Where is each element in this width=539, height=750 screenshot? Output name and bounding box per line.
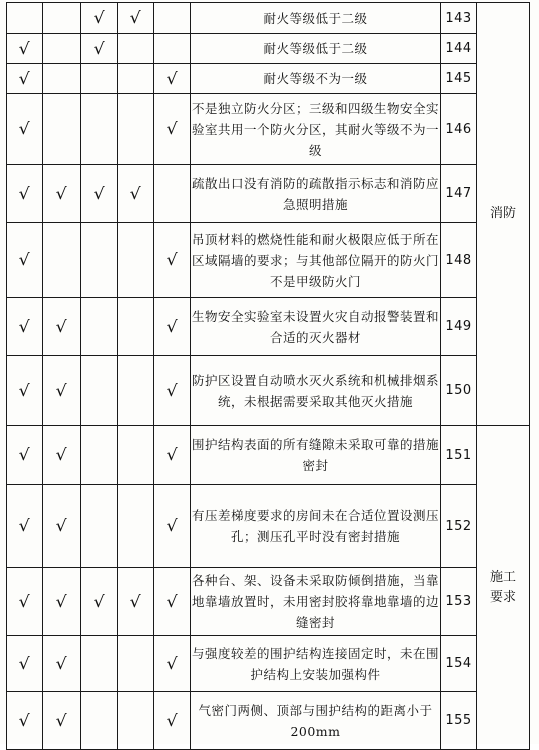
item-number: 151 [441,426,477,485]
check-cell [81,568,118,636]
item-content: 吊顶材料的燃烧性能和耐火极限应低于所在区域隔墙的要求；与其他部位隔开的防火门不是甲级防火门 [191,223,441,298]
item-number: 155 [441,692,477,750]
check-cell [154,568,191,636]
check-mark: √ [166,119,178,138]
item-content: 防护区设置自动喷水灭火系统和机械排烟系统，未根据需要采取其他灭火措施 [191,356,441,426]
table-row [7,692,530,750]
item-content: 疏散出口没有消防的疏散指示标志和消防应急照明措施 [191,165,441,223]
check-cell [118,426,154,485]
item-content: 与强度较差的围护结构连接固定时，未在围护结构上安装加强构件 [191,636,441,692]
check-cell [7,3,43,34]
check-cell [118,223,154,298]
check-mark: √ [166,68,178,88]
check-mark: √ [166,591,178,611]
check-mark: √ [18,710,31,730]
item-number: 146 [441,94,477,165]
check-mark: √ [18,591,31,611]
item-content: 耐火等级低于二级 [191,34,441,64]
check-cell [7,568,43,636]
check-mark: √ [93,38,105,58]
table-row [7,34,530,64]
check-cell [118,692,154,750]
check-cell [43,34,81,64]
check-cell [43,3,81,34]
item-content: 各种台、架、设备未采取防倾倒措施，当靠地靠墙放置时，未用密封胶将靠地靠墙的边缝密封 [191,568,441,636]
check-cell [154,485,191,568]
item-number: 150 [441,356,477,426]
check-cell [43,356,81,426]
check-mark: √ [129,8,142,27]
check-cell [118,165,154,223]
check-cell [118,636,154,692]
check-cell [154,426,191,485]
check-cell [7,64,43,94]
check-cell [118,3,154,34]
check-cell [81,356,118,426]
item-content: 耐火等级低于二级 [191,3,441,34]
check-cell [7,636,43,692]
check-mark: √ [166,710,178,730]
check-mark: √ [18,119,31,138]
check-cell [7,94,43,165]
category-label: 施工要求 [477,426,530,750]
check-mark: √ [18,183,31,203]
check-cell [7,298,43,356]
check-mark: √ [55,380,68,400]
check-cell [81,34,118,64]
check-mark: √ [93,8,105,27]
check-mark: √ [18,38,31,58]
item-number: 148 [441,223,477,298]
check-mark: √ [166,316,178,336]
check-cell [43,94,81,165]
check-mark: √ [18,516,31,535]
item-content: 生物安全实验室未设置火灾自动报警装置和合适的灭火器材 [191,298,441,356]
check-cell [7,356,43,426]
check-mark: √ [129,183,142,203]
table-row [7,64,530,94]
table-row [7,568,530,636]
check-mark: √ [55,445,68,464]
item-number: 147 [441,165,477,223]
check-cell [43,636,81,692]
check-cell [81,64,118,94]
check-mark: √ [18,380,31,400]
check-mark: √ [18,445,31,464]
check-mark: √ [129,591,142,611]
check-cell [118,356,154,426]
category-label: 消防 [477,3,530,426]
check-cell [154,298,191,356]
check-mark: √ [55,591,68,611]
item-number: 153 [441,568,477,636]
table-row [7,356,530,426]
check-cell [43,298,81,356]
item-number: 149 [441,298,477,356]
check-mark: √ [55,183,68,203]
check-cell [81,165,118,223]
check-cell [43,568,81,636]
check-cell [154,165,191,223]
item-number: 143 [441,3,477,34]
check-cell [81,485,118,568]
table-row [7,223,530,298]
table-row [7,636,530,692]
check-cell [81,692,118,750]
check-cell [43,485,81,568]
check-mark: √ [93,591,105,611]
check-mark: √ [166,653,178,673]
check-mark: √ [55,316,68,336]
check-mark: √ [55,516,68,535]
check-cell [154,356,191,426]
table-row [7,426,530,485]
check-cell [154,64,191,94]
check-cell [118,94,154,165]
table-row [7,298,530,356]
check-cell [154,3,191,34]
check-mark: √ [166,445,178,464]
check-mark: √ [18,316,31,336]
check-cell [81,3,118,34]
check-cell [118,64,154,94]
check-mark: √ [55,710,68,730]
check-cell [118,568,154,636]
check-cell [43,692,81,750]
check-cell [154,34,191,64]
check-cell [7,485,43,568]
table-row [7,94,530,165]
checklist-table [6,2,530,750]
item-content: 有压差梯度要求的房间未在合适位置设测压孔；测压孔平时没有密封措施 [191,485,441,568]
check-cell [7,223,43,298]
check-cell [81,636,118,692]
item-number: 144 [441,34,477,64]
check-cell [154,692,191,750]
check-mark: √ [166,380,178,400]
check-cell [81,426,118,485]
check-cell [81,298,118,356]
table-row [7,3,530,34]
table-row [7,485,530,568]
check-cell [118,298,154,356]
check-cell [154,223,191,298]
item-content: 气密门两侧、顶部与围护结构的距离小于200mm [191,692,441,750]
check-cell [154,636,191,692]
item-content: 围护结构表面的所有缝隙未采取可靠的措施密封 [191,426,441,485]
item-number: 145 [441,64,477,94]
check-mark: √ [55,653,68,673]
check-cell [7,34,43,64]
item-number: 152 [441,485,477,568]
check-mark: √ [93,183,105,203]
check-cell [43,426,81,485]
check-cell [7,692,43,750]
table-row [7,165,530,223]
item-content: 不是独立防火分区；三级和四级生物安全实验室共用一个防火分区，其耐火等级不为一级 [191,94,441,165]
check-cell [43,165,81,223]
check-cell [7,426,43,485]
check-cell [118,34,154,64]
item-content: 耐火等级不为一级 [191,64,441,94]
check-cell [81,94,118,165]
check-mark: √ [166,516,178,535]
check-cell [154,94,191,165]
check-mark: √ [18,653,31,673]
check-cell [118,485,154,568]
check-cell [81,223,118,298]
check-cell [43,223,81,298]
item-number: 154 [441,636,477,692]
check-mark: √ [166,250,178,269]
check-mark: √ [18,68,31,88]
check-cell [7,165,43,223]
check-cell [43,64,81,94]
check-mark: √ [18,250,31,269]
